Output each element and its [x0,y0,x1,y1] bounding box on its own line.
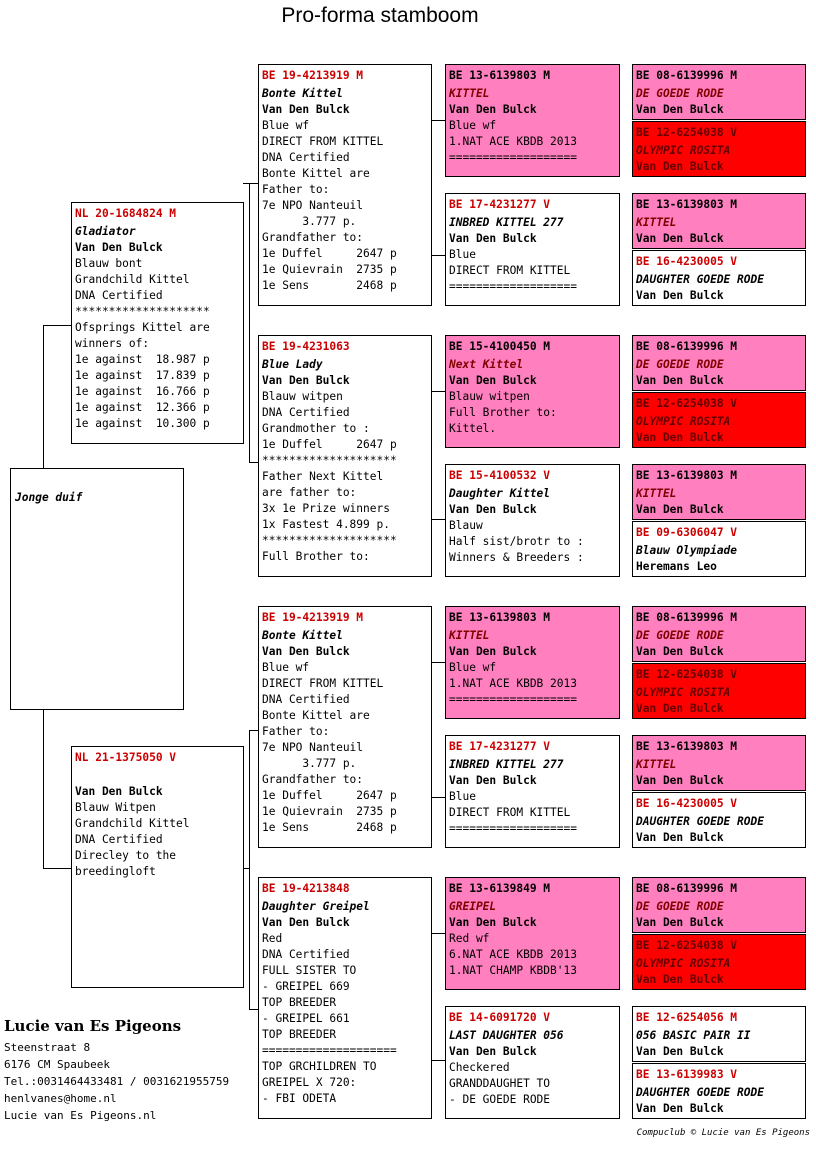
pigeon-name: Blauw Olympiade [636,544,738,557]
info-line: DNA Certified [75,289,163,302]
connector [431,1060,445,1061]
info-line: Van Den Bulck [449,232,537,245]
owner-name: Lucie van Es Pigeons [4,1017,182,1035]
info-line: Red wf [449,932,490,945]
ring-number: BE 12-6254038 V [636,939,738,952]
pigeon-name: OLYMPIC ROSITA [636,957,731,970]
info-line: Grandchild Kittel [75,817,190,830]
info-line: Van Den Bulck [449,645,537,658]
pigeon-name: KITTEL [449,87,490,100]
page-title: Pro-forma stamboom [281,4,479,27]
owner-phone: Tel.:0031464433481 / 0031621955759 [4,1075,230,1088]
info-line: DIRECT FROM KITTEL [262,677,384,690]
info-line: 3.777 p. [262,215,357,228]
info-line: 1e Sens 2468 p [262,821,397,834]
info-line: Van Den Bulck [449,103,537,116]
info-line: 1e Quievrain 2735 p [262,263,397,276]
connector [249,183,250,463]
ring-number: BE 12-6254038 V [636,668,738,681]
info-line: Bonte Kittel are [262,709,370,722]
owner-name: Van Den Bulck [636,503,724,516]
pigeon-name: INBRED KITTEL 277 [449,758,564,771]
info-line: Van Den Bulck [262,916,350,929]
ring-number: BE 12-6254056 M [636,1011,738,1024]
owner-name: Van Den Bulck [636,160,724,173]
ggg-card [632,735,806,791]
great-grandparent-card [445,335,620,448]
pigeon-name: Daughter Greipel [262,900,370,913]
owner-name: Van Den Bulck [636,431,724,444]
great-grandparent-card [445,464,620,577]
pigeon-name: 056 BASIC PAIR II [636,1029,751,1042]
grandparent-card [258,606,432,848]
pigeon-name: LAST DAUGHTER 056 [449,1029,564,1042]
info-line: 3x 1e Prize winners [262,502,390,515]
ring-number: BE 13-6139803 M [449,611,551,624]
info-line: Van Den Bulck [75,241,163,254]
ggg-card [632,193,806,249]
great-grandparent-card [445,193,620,306]
pigeon-name: DAUGHTER GOEDE RODE [636,273,764,286]
info-line: Grandmother to : [262,422,370,435]
info-line: Direcley to the [75,849,177,862]
info-line: Blue [449,790,476,803]
owner-block [4,1018,229,1124]
ring-number: BE 13-6139803 M [636,198,738,211]
connector [431,391,445,392]
ring-number: BE 13-6139803 M [449,69,551,82]
ring-number: BE 19-4231063 [262,340,350,353]
connector [431,519,445,520]
info-line: 1e against 17.839 p [75,369,210,382]
great-grandparent-card [445,606,620,719]
info-line: GRANDDAUGHET TO [449,1077,551,1090]
ggg-card [632,121,806,177]
info-line: - DE GOEDE RODE [449,1093,551,1106]
pigeon-name: GREIPEL [449,900,497,913]
connector [431,797,445,798]
ring-number: BE 15-4100450 M [449,340,551,353]
info-line: breedingloft [75,865,156,878]
ggg-card [632,792,806,848]
owner-website: Lucie van Es Pigeons.nl [4,1109,157,1122]
connector [431,662,445,663]
pigeon-name: KITTEL [636,758,677,771]
ring-number: BE 17-4231277 V [449,198,551,211]
info-line: 1x Fastest 4.899 p. [262,518,390,531]
subject-name: Jonge duif [15,491,83,504]
ggg-card [632,64,806,120]
connector [431,255,445,256]
info-line: Blauw witpen [262,390,343,403]
info-line: Blauw Witpen [75,801,156,814]
ring-number: BE 13-6139983 V [636,1068,738,1081]
parent-card [71,202,244,444]
info-line: Half sist/brotr to : [449,535,584,548]
ring-number: BE 13-6139803 M [636,469,738,482]
info-line: 6.NAT ACE KBDB 2013 [449,948,577,961]
ring-number: BE 13-6139849 M [449,882,551,895]
info-line: DNA Certified [262,948,350,961]
info-line: Van Den Bulck [262,645,350,658]
info-line: - FBI ODETA [262,1092,337,1105]
info-line: =================== [449,280,577,293]
owner-email: henlvanes@home.nl [4,1092,117,1105]
info-line: 1.NAT ACE KBDB 2013 [449,135,577,148]
owner-name: Van Den Bulck [636,702,724,715]
pigeon-name: Blue Lady [262,358,323,371]
pigeon-name: OLYMPIC ROSITA [636,415,731,428]
ring-number: BE 19-4213919 M [262,611,364,624]
grandparent-card [258,335,432,577]
pigeon-name: Bonte Kittel [262,87,343,100]
ggg-card [632,521,806,577]
owner-name: Heremans Leo [636,560,717,573]
info-line: DIRECT FROM KITTEL [262,135,384,148]
info-line: Ofsprings Kittel are [75,321,210,334]
info-line: ******************** [262,534,397,547]
info-line: Winners & Breeders : [449,551,584,564]
info-line: Blue wf [262,119,310,132]
owner-name: Van Den Bulck [636,103,724,116]
owner-name: Van Den Bulck [636,831,724,844]
grandparent-card [258,64,432,306]
info-line: ==================== [262,1044,397,1057]
owner-name: Van Den Bulck [636,1102,724,1115]
info-line: TOP BREEDER [262,996,337,1009]
pigeon-name: Daughter Kittel [449,487,551,500]
info-line: winners of: [75,337,150,350]
info-line: Grandchild Kittel [75,273,190,286]
info-line: 1e Sens 2468 p [262,279,397,292]
ring-number: BE 16-4230005 V [636,255,738,268]
connector [249,730,258,731]
connector [431,933,445,934]
ring-number: NL 20-1684824 M [75,207,177,220]
info-line: are father to: [262,486,357,499]
info-line: - GREIPEL 669 [262,980,350,993]
owner-name: Van Den Bulck [636,645,724,658]
info-line: 1e against 16.766 p [75,385,210,398]
info-line: Bonte Kittel are [262,167,370,180]
copyright: Compuclub © Lucie van Es Pigeons [636,1128,810,1138]
ring-number: BE 13-6139803 M [636,740,738,753]
info-line: - GREIPEL 661 [262,1012,350,1025]
ring-number: BE 15-4100532 V [449,469,551,482]
pigeon-name: DE GOEDE RODE [636,358,724,371]
info-line: DNA Certified [262,151,350,164]
ring-number: BE 08-6139996 M [636,882,738,895]
info-line: Van Den Bulck [449,774,537,787]
info-line: 1e Duffel 2647 p [262,789,397,802]
ggg-card [632,250,806,306]
ring-number: BE 08-6139996 M [636,611,738,624]
ring-number: NL 21-1375050 V [75,751,177,764]
pigeon-name: Next Kittel [449,358,524,371]
pigeon-name: DE GOEDE RODE [636,87,724,100]
owner-name: Van Den Bulck [636,774,724,787]
info-line: Full Brother to: [262,550,370,563]
pigeon-name: KITTEL [636,487,677,500]
ring-number: BE 12-6254038 V [636,126,738,139]
pigeon-name: DAUGHTER GOEDE RODE [636,1086,764,1099]
owner-name: Van Den Bulck [636,973,724,986]
info-line: 1e Duffel 2647 p [262,438,397,451]
info-line: DNA Certified [262,406,350,419]
pigeon-name: OLYMPIC ROSITA [636,686,731,699]
pigeon-name: DAUGHTER GOEDE RODE [636,815,764,828]
ggg-card [632,877,806,933]
info-line: 1e against 12.366 p [75,401,210,414]
info-line: Blue wf [449,661,497,674]
info-line: ******************** [262,454,397,467]
owner-name: Van Den Bulck [636,232,724,245]
info-line: Blue wf [449,119,497,132]
info-line: FULL SISTER TO [262,964,357,977]
ring-number: BE 14-6091720 V [449,1011,551,1024]
pigeon-name: INBRED KITTEL 277 [449,216,564,229]
owner-city: 6176 CM Spaubeek [4,1058,110,1071]
info-line: Van Den Bulck [449,916,537,929]
ring-number: BE 19-4213919 M [262,69,364,82]
ring-number: BE 12-6254038 V [636,397,738,410]
info-line: Blauw witpen [449,390,530,403]
info-line: 1e Duffel 2647 p [262,247,397,260]
grandparent-card [258,877,432,1119]
info-line: =================== [449,151,577,164]
ggg-card [632,464,806,520]
connector [43,868,71,869]
ring-number: BE 08-6139996 M [636,340,738,353]
ring-number: BE 16-4230005 V [636,797,738,810]
info-line: Van Den Bulck [262,374,350,387]
info-line: =================== [449,822,577,835]
ggg-card [632,392,806,448]
info-line: TOP GRCHILDREN TO [262,1060,377,1073]
owner-street: Steenstraat 8 [4,1041,91,1054]
great-grandparent-card [445,735,620,848]
owner-name: Van Den Bulck [636,1045,724,1058]
info-line: DNA Certified [75,833,163,846]
info-line: 1e against 10.300 p [75,417,210,430]
info-line: 3.777 p. [262,757,357,770]
info-line: 1e Quievrain 2735 p [262,805,397,818]
connector [43,325,71,326]
pigeon-name: Gladiator [75,225,136,238]
info-line: DIRECT FROM KITTEL [449,264,571,277]
ring-number: BE 09-6306047 V [636,526,738,539]
info-line: Van Den Bulck [75,785,163,798]
great-grandparent-card [445,877,620,990]
ring-number: BE 17-4231277 V [449,740,551,753]
info-line: DIRECT FROM KITTEL [449,806,571,819]
info-line: =================== [449,693,577,706]
info-line: 1.NAT ACE KBDB 2013 [449,677,577,690]
subject-card [10,468,184,710]
info-line: Grandfather to: [262,773,364,786]
info-line: GREIPEL X 720: [262,1076,357,1089]
connector [431,120,445,121]
pigeon-name: KITTEL [636,216,677,229]
info-line: 7e NPO Nanteuil [262,741,364,754]
connector [43,710,44,868]
info-line: Blue wf [262,661,310,674]
info-line: Checkered [449,1061,510,1074]
owner-name: Van Den Bulck [636,916,724,929]
ggg-card [632,335,806,391]
info-line: Van Den Bulck [449,503,537,516]
info-line: Father to: [262,183,330,196]
ggg-card [632,934,806,990]
pigeon-name: DE GOEDE RODE [636,900,724,913]
info-line: Blauw [449,519,483,532]
info-line: 1e against 18.987 p [75,353,210,366]
connector [249,1009,258,1010]
ggg-card [632,663,806,719]
info-line: Father to: [262,725,330,738]
info-line: Kittel. [449,422,497,435]
great-grandparent-card [445,64,620,177]
info-line: Van Den Bulck [449,374,537,387]
pigeon-name: DE GOEDE RODE [636,629,724,642]
info-line: 7e NPO Nanteuil [262,199,364,212]
owner-name: Van Den Bulck [636,289,724,302]
connector [43,325,44,468]
info-line: Blauw bont [75,257,143,270]
connector [249,462,258,463]
ring-number: BE 19-4213848 [262,882,350,895]
pigeon-name: KITTEL [449,629,490,642]
info-line: Grandfather to: [262,231,364,244]
owner-name: Van Den Bulck [636,374,724,387]
pigeon-name: OLYMPIC ROSITA [636,144,731,157]
pigeon-name: Bonte Kittel [262,629,343,642]
info-line: Red [262,932,283,945]
info-line: TOP BREEDER [262,1028,337,1041]
info-line: ******************** [75,305,210,318]
connector [249,303,250,304]
info-line: 1.NAT CHAMP KBDB'13 [449,964,577,977]
ring-number: BE 08-6139996 M [636,69,738,82]
ggg-card [632,1063,806,1119]
info-line: Blue [449,248,476,261]
pigeon-name [75,768,240,784]
ggg-card [632,606,806,662]
info-line: Father Next Kittel [262,470,384,483]
ggg-card [632,1006,806,1062]
connector [249,730,250,1010]
great-grandparent-card [445,1006,620,1119]
info-line: Van Den Bulck [449,1045,537,1058]
info-line: Full Brother to: [449,406,557,419]
connector [249,183,258,184]
parent-card [71,746,244,988]
info-line: Van Den Bulck [262,103,350,116]
info-line: DNA Certified [262,693,350,706]
